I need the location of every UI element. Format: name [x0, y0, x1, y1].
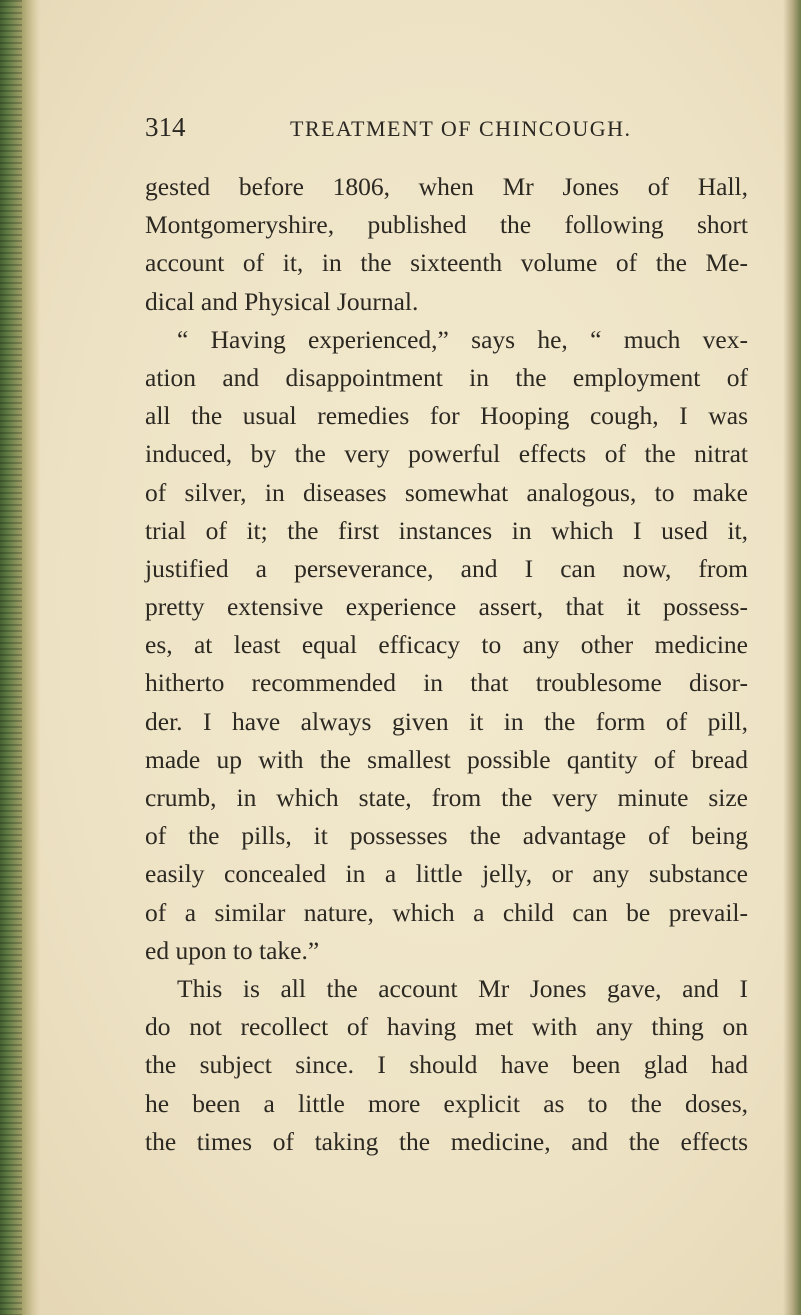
text-line: hitherto recommended in that troublesome disor-: [145, 668, 748, 698]
text-line: he been a little more explicit as to the doses,: [145, 1088, 748, 1118]
text-line: account of it, in the sixteenth volume of the Me-: [145, 248, 748, 278]
text-line: dical and Physical Journal.: [145, 286, 419, 316]
page-number: 314: [145, 112, 186, 142]
text-line: trial of it; the first instances in which I used it,: [145, 515, 748, 545]
text-line: of silver, in diseases somewhat analogous, to make: [145, 477, 748, 507]
text-line: pretty extensive experience assert, that it possess-: [145, 592, 748, 622]
body-text: [145, 168, 748, 1161]
text-line: of a similar nature, which a child can be prevail-: [145, 897, 748, 927]
text-line: do not recollect of having met with any thing on: [145, 1012, 748, 1042]
text-line: ed upon to take.”: [145, 935, 320, 965]
text-line: induced, by the very powerful effects of the nitrat: [145, 439, 748, 469]
text-line: crumb, in which state, from the very minute size: [145, 783, 748, 812]
text-line: easily concealed in a little jelly, or any substance: [145, 859, 748, 889]
page-header: [145, 112, 745, 148]
text-line: all the usual remedies for Hooping cough, I was: [145, 401, 748, 431]
text-line: der. I have always given it in the form of pill,: [145, 706, 748, 736]
text-line: es, at least equal efficacy to any other medicine: [145, 630, 748, 660]
text-line: the times of taking the medicine, and the effects: [145, 1126, 748, 1156]
text-line: the subject since. I should have been glad had: [145, 1050, 748, 1080]
text-line: Montgomeryshire, published the following short: [145, 210, 748, 240]
text-line: “ Having experienced,” says he, “ much vex-: [177, 324, 748, 354]
binding-texture: [0, 0, 22, 1315]
text-line: ation and disappointment in the employment of: [145, 362, 748, 392]
running-head: TREATMENT OF CHINCOUGH.: [290, 116, 632, 141]
text-line: made up with the smallest possible qantity of bread: [145, 744, 748, 774]
text-line: of the pills, it possesses the advantage of being: [145, 821, 748, 851]
text-line: This is all the account Mr Jones gave, and I: [177, 973, 748, 1003]
page-edge: [783, 0, 801, 1315]
text-line: gested before 1806, when Mr Jones of Hall,: [145, 172, 748, 201]
text-line: justified a perseverance, and I can now, from: [145, 553, 748, 583]
